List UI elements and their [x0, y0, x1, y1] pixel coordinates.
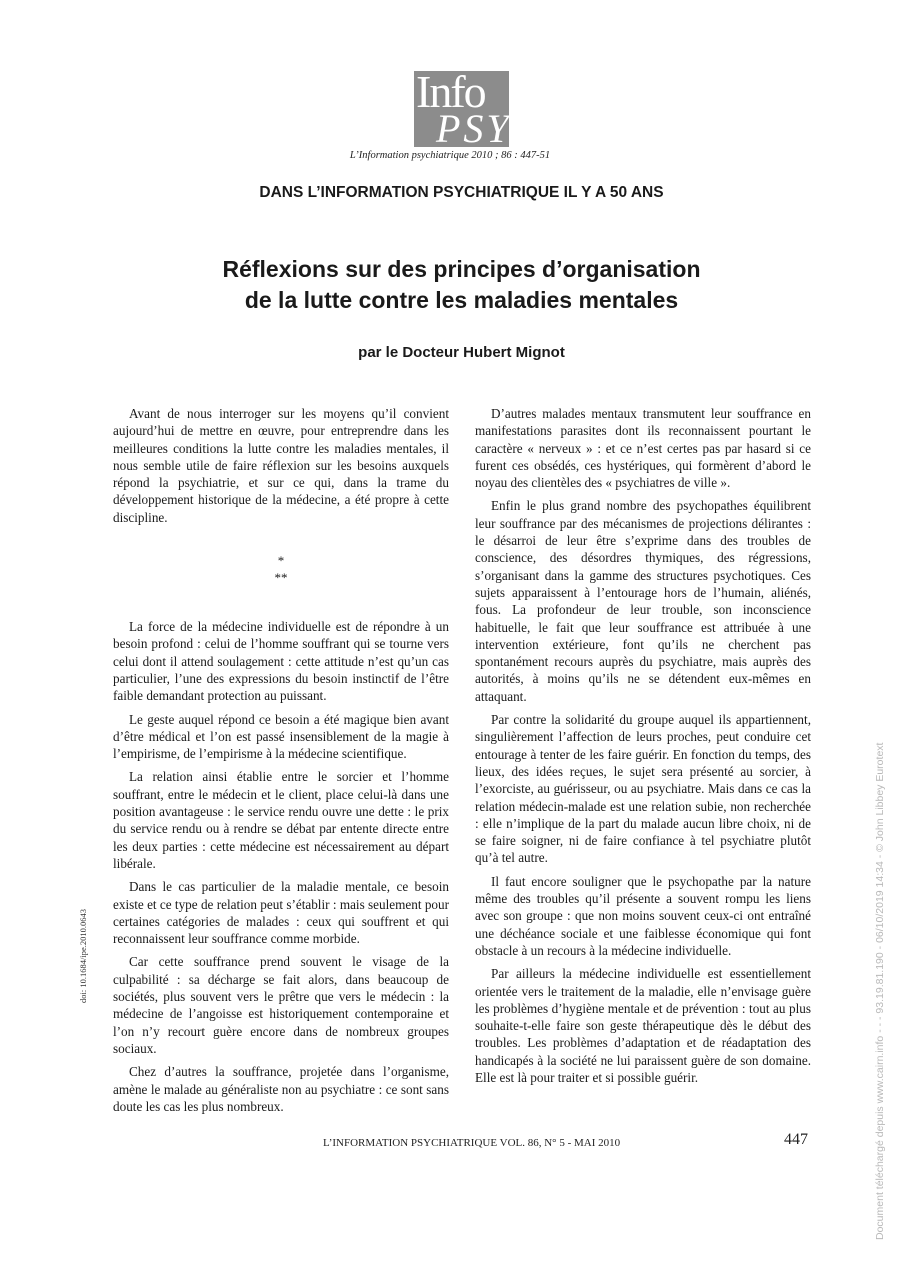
paragraph: La relation ainsi établie entre le sorcier et l’homme souffrant, entre le médecin et le client, place celui-là dans une position avantageuse : le service rendu ouvre une dette : le prix du service rendu ou à rendre se débat par entente directe entre les deux parties : cette médecine est nécessairement au départ libérale.: [113, 769, 449, 871]
journal-logo: [414, 66, 512, 151]
doi-label: doi: 10.1684/ipe.2010.0643: [78, 909, 88, 1003]
journal-citation: L’Information psychiatrique 2010 ; 86 : 447-51: [349, 150, 551, 161]
logo-psy-text: PSY: [436, 106, 512, 151]
logo-info-text: Info: [416, 66, 485, 117]
separator-star-1: *: [277, 553, 285, 569]
section-separator: [113, 552, 449, 586]
paragraph: Il faut encore souligner que le psychopathe par la nature même des troubles qu’il présente a souvent rompu les liens avec son groupe : que non moins souvent ceux-ci ont entraîné une déchéance sociale et une faiblesse économique qui font obstacle à un recours à la médecine individuelle.: [475, 873, 811, 958]
paragraph: Par contre la solidarité du groupe auquel ils appartiennent, singulièrement l’affection de leurs proches, peut conduire cet entourage à tenter de les faire guérir. En fonction du temps, des lieux, des idées reçues, le sujet sera présenté au sorcier, à l’exorciste, au guérisseur, ou au psychiatre. Mais dans ce cas la relation médecin-malade est une relation subie, non recherchée : elle n’implique de la part du malade aucun libre choix, ni de se faire soigner, ni de faire confiance à tel psychiatre plutôt qu’à tel autre.: [475, 712, 811, 866]
author-name: par le Docteur Hubert Mignot: [358, 344, 565, 361]
paragraph: Chez d’autres la souffrance, projetée dans l’organisme, amène le malade au généraliste non au psychiatre : ce sont sans doute les cas les plus nombreux.: [113, 1064, 449, 1114]
paragraph: Par ailleurs la médecine individuelle est essentiellement orientée vers le traitement de la maladie, elle n’envisage guère les problèmes d’hygiène mentale et de prévention : tout au plus souhaite-t-elle faire son geste thérapeutique dès le début des troubles. Les problèmes d’adaptation et de réadaptation des handicapés à la société ne lui paraissent guère de son domaine. Elle est là pour traiter et si possible guérir.: [475, 966, 811, 1085]
paragraph: Car cette souffrance prend souvent le visage de la culpabilité : sa décharge se fait alors, dans beaucoup de sociétés, plus souvent vers le prêtre que vers le médecin : la médecine de l’angoisse est historiquement contemporaine et l’on n’y recourt guère encore dans de nombreux groupes sociaux.: [113, 954, 449, 1056]
section-heading: DANS L’INFORMATION PSYCHIATRIQUE IL Y A 50 ANS: [259, 184, 664, 201]
right-column: [475, 405, 811, 1092]
paragraph: Enfin le plus grand nombre des psychopathes équilibrent leur souffrance par des mécanismes de projections délirantes : le désarroi de leur être s’exprime dans des troubles de conscience, des désordres thymiques, des régressions, s’organisant dans la gamme des structures psychotiques. Ces sujets apparaissent à l’entourage hors de l’humain, aliénés, fous. La profondeur de leur trouble, son inconscience habituelle, le fait que leur souffrance est attribuée à une intervention extérieure, font qu’ils ne cherchent pas spontanément recours auprès du psychiatre, mais auprès des autorités, à moins qu’ils ne se détendent eux-mêmes en attaquant.: [475, 498, 811, 704]
page-number: 447: [784, 1131, 808, 1148]
footer-journal: L’INFORMATION PSYCHIATRIQUE VOL. 86, N° 5 - MAI 2010: [323, 1137, 621, 1149]
paragraph: Dans le cas particulier de la maladie mentale, ce besoin existe et ce type de relation peut s’établir : mais seulement pour certaines catégories de malades : ceux qui souffrent et qui reconnaissent leur souffrance comme morbide.: [113, 879, 449, 947]
paragraph: Le geste auquel répond ce besoin a été magique bien avant d’être médical et l’on est passé insensiblement de la magie à l’empirisme, de l’empirisme à la médecine scientifique.: [113, 711, 449, 762]
download-watermark: Document téléchargé depuis www.cairn.info - - - 93.19.81.190 - 06/10/2019 14:34 - © John Libbey Eurotext: [874, 742, 886, 1240]
left-column: [113, 405, 449, 1121]
author-line: [0, 344, 923, 361]
title-line-1: Réflexions sur des principes d’organisation: [222, 256, 701, 282]
paragraph: La force de la médecine individuelle est de répondre à un besoin profond : celui de l’homme souffrant qui se tourne vers celui dont il attend soulagement : cette attitude n’est qu’un cas particulier, l’une des expressions du besoin instinctif de l’être faible demandant protection au puissant.: [113, 619, 449, 704]
paragraph: Avant de nous interroger sur les moyens qu’il convient aujourd’hui de mettre en œuvre, pour entreprendre dans les meilleures conditions la lutte contre les maladies mentales, il nous semble utile de faire réflexion sur les besoins auxquels répond la psychiatrie, et sur ce qui, dans la trame du développement historique de la médecine, a été propre à cette discipline.: [113, 406, 449, 525]
article-title: [0, 254, 923, 316]
title-line-2: de la lutte contre les maladies mentales: [244, 287, 679, 313]
separator-star-2: **: [274, 570, 288, 586]
paragraph: D’autres malades mentaux transmutent leur souffrance en manifestations parasites dont ils reconnaissent pourtant le caractère « nerveux » : et ce n’est certes pas par hasard si ce furent ces obsédés, ces hystériques, qui formèrent d’abord le noyau des clientèles des « psychiatres de ville ».: [475, 406, 811, 491]
